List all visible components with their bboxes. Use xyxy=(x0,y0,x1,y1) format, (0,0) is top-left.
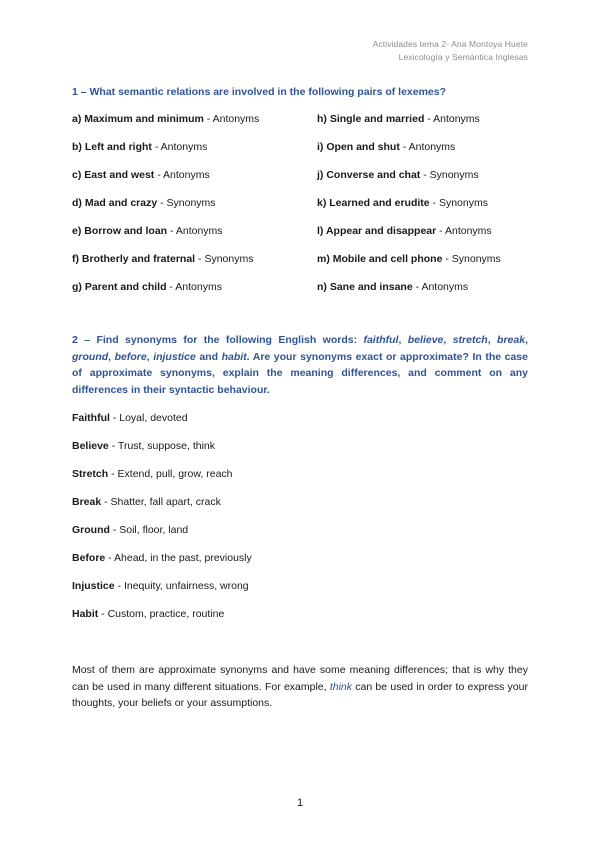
pair-item xyxy=(72,167,317,195)
synonym-entry xyxy=(72,522,528,550)
synonym-values: - Extend, pull, grow, reach xyxy=(108,468,233,480)
pair-term: b) Left and right xyxy=(72,141,152,153)
synonym-entry xyxy=(72,578,528,606)
synonym-values: - Soil, floor, land xyxy=(109,524,189,536)
pair-term: h) Single and married xyxy=(317,113,425,125)
pair-term: n) Sane and insane xyxy=(317,281,413,293)
synonym-list xyxy=(72,410,528,634)
pair-item xyxy=(317,167,528,195)
pair-relation: - Synonyms xyxy=(420,169,479,181)
page-header xyxy=(373,38,528,64)
paragraph-emphasis: think xyxy=(329,680,353,693)
question-keyword: ground xyxy=(72,350,109,363)
synonym-word: Break xyxy=(72,496,102,508)
question-text: , xyxy=(443,334,453,346)
pair-term: k) Learned and erudite xyxy=(317,197,430,209)
question-text: , xyxy=(525,334,528,346)
conclusion-paragraph xyxy=(72,662,528,712)
header-line-2: Lexicología y Semántica Inglesas xyxy=(398,52,528,62)
pair-item xyxy=(317,195,528,223)
pair-term: j) Converse and chat xyxy=(317,169,421,181)
pair-row xyxy=(72,139,528,167)
pair-relation: - Synonyms xyxy=(442,253,501,265)
pair-relation: - Synonyms xyxy=(157,197,216,209)
synonym-word: Habit xyxy=(72,608,99,620)
pair-row xyxy=(72,167,528,195)
synonym-word: Faithful xyxy=(72,412,110,424)
synonym-values: - Custom, practice, routine xyxy=(98,608,225,620)
pair-item xyxy=(317,251,528,279)
page-number: 1 xyxy=(296,797,304,809)
pair-relation: - Antonyms xyxy=(166,281,222,293)
synonym-entry xyxy=(72,410,528,438)
pair-term: l) Appear and disappear xyxy=(317,225,437,237)
synonym-values: - Loyal, devoted xyxy=(109,412,188,424)
question-keyword: break xyxy=(497,334,526,346)
question-keyword: injustice xyxy=(153,350,196,363)
pair-term: a) Maximum and minimum xyxy=(72,113,204,125)
pair-term: d) Mad and crazy xyxy=(72,197,158,209)
pair-item xyxy=(317,279,528,307)
synonym-word: Injustice xyxy=(72,580,115,592)
pair-relation: - Antonyms xyxy=(436,225,492,237)
pair-row xyxy=(72,223,528,251)
synonym-word: Stretch xyxy=(72,468,109,480)
pair-relation: - Antonyms xyxy=(151,141,208,153)
pair-term: m) Mobile and cell phone xyxy=(317,253,443,265)
paragraph-text-end: can be used in order to express your thoughts, your beliefs or your assumptions. xyxy=(72,680,528,709)
synonym-entry xyxy=(72,550,528,578)
synonym-entry xyxy=(72,606,528,634)
question-text: , xyxy=(146,350,154,363)
question-2-title xyxy=(72,332,528,398)
question-keyword: believe xyxy=(407,334,444,346)
pair-term: c) East and west xyxy=(72,169,155,181)
question-keyword: habit xyxy=(221,350,247,363)
question-text: and xyxy=(195,350,222,363)
pair-item xyxy=(72,195,317,223)
synonym-word: Ground xyxy=(72,524,110,536)
pair-term: e) Borrow and loan xyxy=(72,225,168,237)
pair-item xyxy=(72,251,317,279)
question-keyword: stretch xyxy=(452,334,488,346)
question-text: , xyxy=(398,334,408,346)
pair-item xyxy=(72,223,317,251)
synonym-word: Believe xyxy=(72,440,109,452)
pair-row xyxy=(72,111,528,139)
paragraph-text-start: Most of them are approximate synonyms and have some meaning differences; that is why they can be used in many different situations. For example, xyxy=(72,664,528,693)
synonym-entry xyxy=(72,438,528,466)
synonym-values: - Trust, suppose, think xyxy=(108,440,215,452)
pair-term: f) Brotherly and fraternal xyxy=(72,253,196,265)
pair-relation: - Synonyms xyxy=(429,197,488,209)
question-text: 2 – Find synonyms for the following English words: xyxy=(72,334,364,346)
synonym-values: - Ahead, in the past, previously xyxy=(105,552,252,564)
pair-item xyxy=(317,223,528,251)
pair-relation: - Antonyms xyxy=(412,281,469,293)
pair-row xyxy=(72,279,528,307)
pair-relation: - Antonyms xyxy=(424,113,480,125)
pair-row xyxy=(72,251,528,279)
pair-term: g) Parent and child xyxy=(72,281,167,293)
question-keyword: before xyxy=(114,350,147,363)
pair-relation: - Antonyms xyxy=(203,113,260,125)
pair-item xyxy=(72,279,317,307)
pair-item xyxy=(72,139,317,167)
pair-item xyxy=(72,111,317,139)
question-keyword: faithful xyxy=(363,334,399,346)
synonym-values: - Shatter, fall apart, crack xyxy=(101,496,221,508)
pair-row xyxy=(72,195,528,223)
pair-relation: - Synonyms xyxy=(195,253,254,265)
question-text: , xyxy=(108,350,115,363)
synonym-word: Before xyxy=(72,552,106,564)
pair-term: i) Open and shut xyxy=(317,141,400,153)
synonym-entry xyxy=(72,466,528,494)
pair-item xyxy=(317,139,528,167)
pair-relation: - Antonyms xyxy=(167,225,223,237)
question-text: , xyxy=(487,334,498,346)
question-1-title: 1 – What semantic relations are involved in the following pairs of lexemes? xyxy=(72,86,447,98)
pair-relation: - Antonyms xyxy=(399,141,456,153)
question-text: . Are your synonyms exact or approximate? In the case of approximate synonyms, explain the meaning differences, and comment on any differences in their syntactic behaviour. xyxy=(72,350,528,396)
header-line-1: Actividades tema 2- Ana Montoya Huete xyxy=(372,39,528,49)
synonym-entry xyxy=(72,494,528,522)
pair-item xyxy=(317,111,528,139)
lexeme-pairs-grid xyxy=(72,111,528,307)
pair-relation: - Antonyms xyxy=(154,169,210,181)
synonym-values: - Inequity, unfairness, wrong xyxy=(114,580,249,592)
